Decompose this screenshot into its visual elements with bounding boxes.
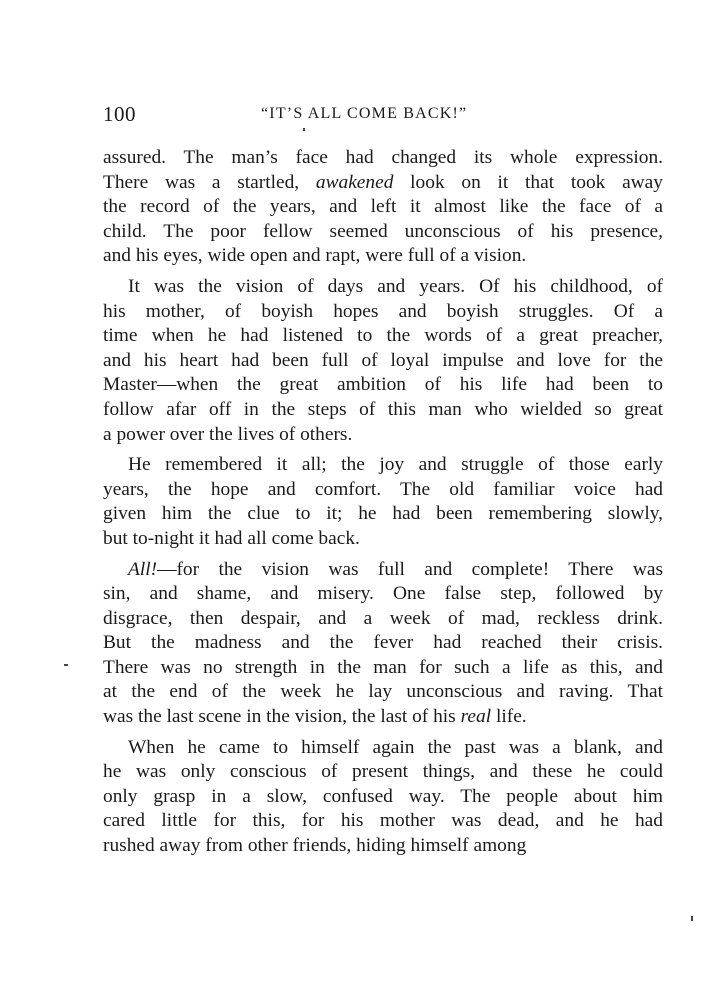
page-number: 100 (103, 102, 136, 126)
text-line: child. The poor fellow seemed unconscious of his presence, (103, 220, 663, 242)
text-line: It was the vision of days and years. Of his childhood, of (128, 275, 663, 297)
emphasis: awakened (315, 171, 394, 193)
emphasis: real (460, 706, 492, 728)
text-line: but to-night it had all come back. (103, 527, 360, 549)
text-line: and his heart had been full of loyal impulse and love for the (103, 349, 663, 371)
paragraph (103, 558, 663, 730)
print-speck (64, 664, 68, 666)
text-line: follow afar off in the steps of this man who wielded so great (103, 398, 663, 420)
text-line: sin, and shame, and misery. One false step, followed by (103, 583, 663, 605)
text-line: his mother, of boyish hopes and boyish struggles. Of a (103, 300, 663, 322)
text-line: a power over the lives of others. (103, 423, 353, 445)
text-line: cared little for this, for his mother was dead, and he had (103, 810, 663, 832)
running-head: “IT’S ALL COME BACK!” (261, 105, 468, 122)
text-line: was the last scene in the vision, the last of his real life. (103, 706, 527, 728)
text-line: rushed away from other friends, hiding himself among (103, 835, 527, 857)
paragraph (103, 146, 663, 269)
paragraph (103, 275, 663, 447)
text-line: time when he had listened to the words of a great preacher, (103, 325, 663, 347)
emphasis: All! (128, 558, 158, 580)
text-line: and his eyes, wide open and rapt, were full of a vision. (103, 245, 527, 267)
text-line: Master—when the great ambition of his life had been to (103, 374, 663, 396)
text-line: assured. The man’s face had changed its whole expression. (103, 147, 663, 168)
text-line: He remembered it all; the joy and struggle of those early (128, 454, 663, 476)
text-line: only grasp in a slow, confused way. The people about him (103, 785, 663, 807)
paragraph (103, 736, 663, 859)
text-line: at the end of the week he lay unconscious and raving. That (103, 681, 663, 703)
text-line: he was only conscious of present things, and these he could (103, 761, 663, 783)
text-line: years, the hope and comfort. The old familiar voice had (103, 478, 663, 500)
paragraph (103, 453, 663, 551)
text-line: When he came to himself again the past was a blank, and (128, 736, 663, 758)
text-line: There was a startled, awakened look on it that took away (103, 171, 663, 193)
print-speck (303, 128, 305, 131)
text-line: disgrace, then despair, and a week of mad, reckless drink. (103, 607, 663, 629)
text-line: All!—for the vision was full and complete! There was (128, 558, 663, 580)
text-line: the record of the years, and left it almost like the face of a (103, 196, 663, 218)
page-header (103, 102, 663, 130)
print-speck (691, 916, 693, 921)
text-line: But the madness and the fever had reached their crisis. (103, 632, 663, 654)
text-line: There was no strength in the man for such a life as this, and (103, 656, 663, 678)
text-line: given him the clue to it; he had been remembering slowly, (103, 503, 663, 525)
body-text (103, 146, 663, 859)
